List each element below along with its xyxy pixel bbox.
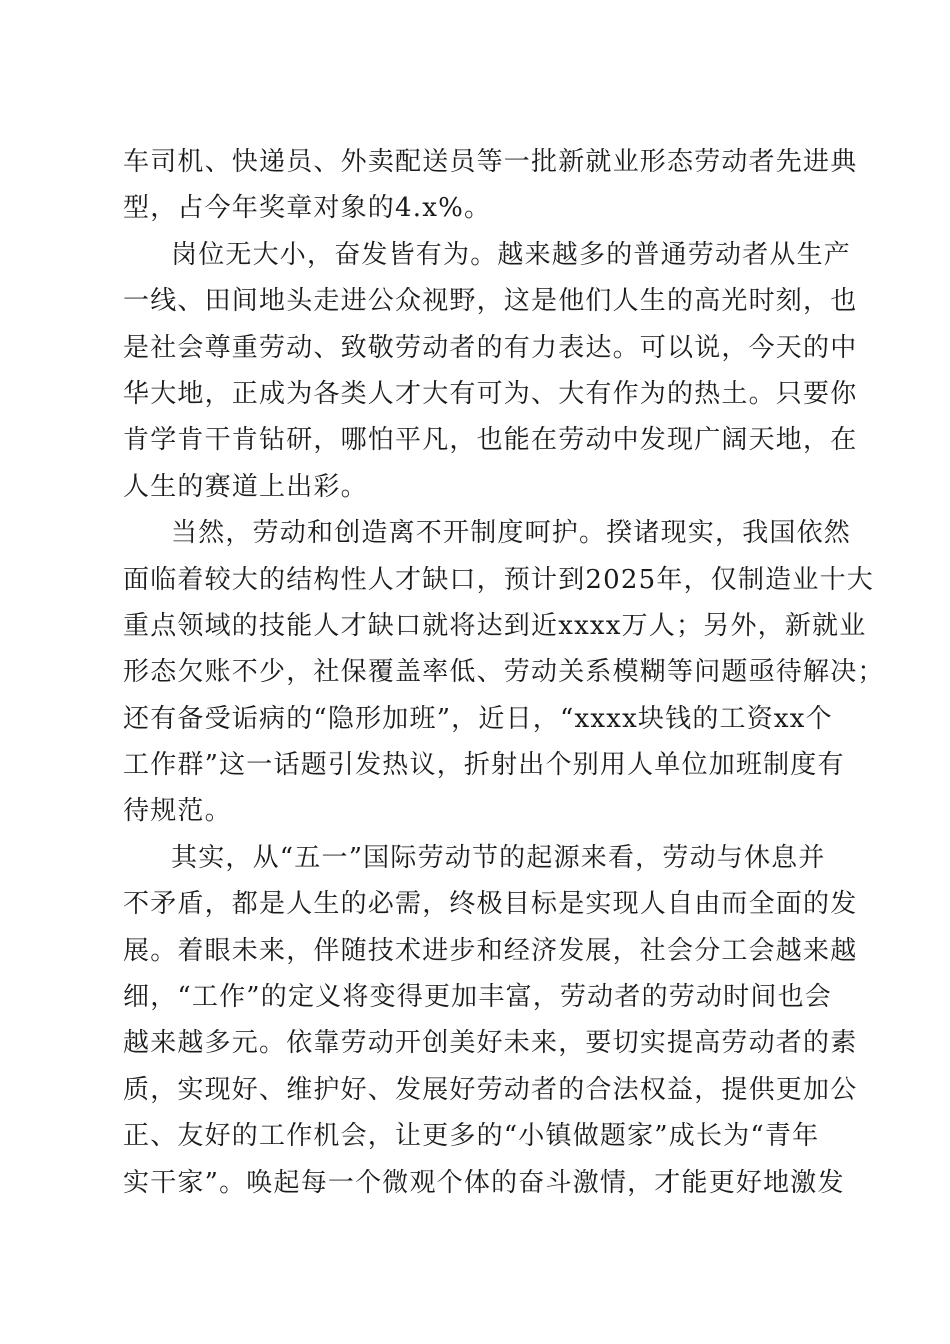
text-line: 不矛盾，都是人生的必需，终极目标是实现人自由而全面的发: [123, 889, 858, 920]
text-line: 重点领域的技能人才缺口就将达到近xxxx万人；另外，新就业: [123, 610, 867, 641]
text-line: 正、友好的工作机会，让更多的“小镇做题家”成长为“青年: [123, 1121, 820, 1152]
text-line: 型，占今年奖章对象的4.x%。: [123, 193, 492, 224]
text-line: 展。着眼未来，伴随技术进步和经济发展，社会分工会越来越: [123, 935, 858, 966]
text-line: 细，“工作”的定义将变得更加丰富，劳动者的劳动时间也会: [123, 982, 832, 1013]
text-line: 越来越多元。依靠劳动开创美好未来，要切实提高劳动者的素: [123, 1028, 858, 1059]
text-line: 华大地，正成为各类人才大有可为、大有作为的热土。只要你: [123, 378, 858, 409]
paragraph-first-line: 岗位无大小，奋发皆有为。越来越多的普通劳动者从生产: [171, 239, 852, 270]
text-line: 待规范。: [123, 796, 232, 827]
text-line: 还有备受诟病的“隐形加班”，近日，“xxxx块钱的工资xx个: [123, 703, 833, 734]
text-line: 是社会尊重劳动、致敬劳动者的有力表达。可以说，今天的中: [123, 332, 858, 363]
text-line: 实干家”。唤起每一个微观个体的奋斗激情，才能更好地激发: [123, 1167, 845, 1198]
text-line: 人生的赛道上出彩。: [123, 471, 368, 502]
text-line: 质，实现好、维护好、发展好劳动者的合法权益，提供更加公: [123, 1074, 858, 1105]
text-line: 工作群”这一话题引发热议，折射出个别用人单位加班制度有: [123, 750, 845, 781]
text-line: 肯学肯干肯钻研，哪怕平凡，也能在劳动中发现广阔天地，在: [123, 425, 858, 456]
text-line: 面临着较大的结构性人才缺口，预计到2025年，仅制造业十大: [123, 564, 874, 595]
text-line: 形态欠账不少，社保覆盖率低、劳动关系模糊等问题亟待解决；: [123, 657, 885, 688]
paragraph-first-line: 其实，从“五一”国际劳动节的起源来看，劳动与休息并: [171, 842, 826, 873]
paragraph-first-line: 当然，劳动和创造离不开制度呵护。揆诸现实，我国依然: [171, 518, 852, 549]
text-line: 车司机、快递员、外卖配送员等一批新就业形态劳动者先进典: [123, 147, 858, 177]
text-line: 一线、田间地头走进公众视野，这是他们人生的高光时刻，也: [123, 286, 858, 317]
document-body: [123, 139, 885, 1206]
